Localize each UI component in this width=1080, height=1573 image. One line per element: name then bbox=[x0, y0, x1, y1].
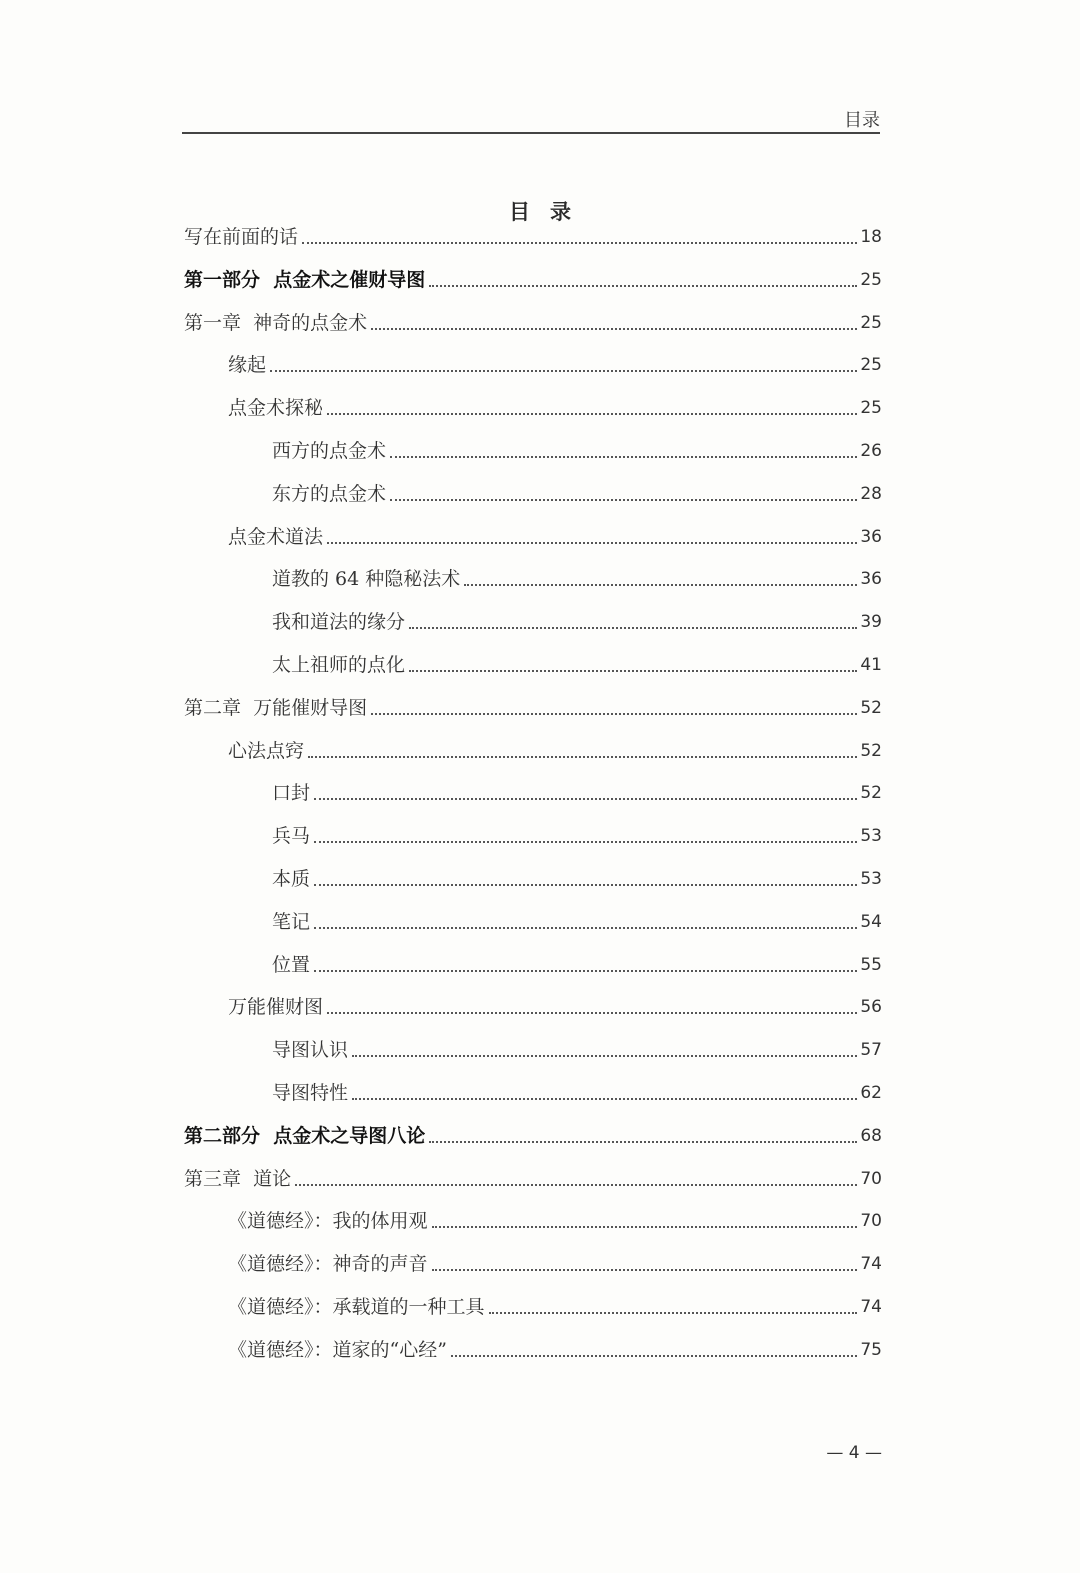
dot-leader bbox=[302, 241, 857, 244]
toc-entry-page: 25 bbox=[860, 355, 882, 376]
toc-entry-page: 52 bbox=[860, 783, 882, 804]
toc-entry-page: 39 bbox=[860, 612, 882, 633]
toc-entry-page: 25 bbox=[860, 269, 882, 290]
dot-leader bbox=[371, 712, 857, 715]
toc-entry-page: 25 bbox=[860, 312, 882, 333]
toc-entry-page: 52 bbox=[860, 697, 882, 718]
toc-entry-page: 68 bbox=[860, 1125, 882, 1146]
toc-entry[interactable] bbox=[228, 1206, 882, 1236]
toc-entry-title: 太上祖师的点化 bbox=[272, 654, 406, 676]
toc-entry-title: 第二章 万能催财导图 bbox=[184, 696, 368, 719]
toc-title: 目录 bbox=[509, 200, 591, 224]
toc-entry-page: 55 bbox=[860, 954, 882, 975]
toc-entry[interactable] bbox=[272, 778, 882, 808]
toc-entry[interactable] bbox=[272, 1035, 882, 1065]
toc-entry[interactable] bbox=[228, 350, 882, 380]
toc-entry-page: 54 bbox=[860, 911, 882, 932]
toc-entry-page: 26 bbox=[860, 441, 882, 461]
toc-entry[interactable] bbox=[228, 736, 882, 766]
page-number: — 4 — bbox=[826, 1443, 882, 1463]
header-label: 目录 bbox=[844, 110, 880, 131]
dot-leader bbox=[352, 1097, 857, 1100]
dot-leader bbox=[308, 755, 857, 758]
dot-leader bbox=[409, 669, 857, 672]
toc-entry[interactable] bbox=[228, 1335, 882, 1365]
toc-entry-page: 28 bbox=[860, 483, 882, 504]
toc-entry[interactable] bbox=[272, 907, 882, 937]
toc-entry[interactable] bbox=[184, 1164, 882, 1194]
dot-leader bbox=[314, 840, 857, 843]
toc-entry[interactable] bbox=[272, 607, 882, 637]
dot-leader bbox=[489, 1311, 857, 1314]
toc-entry-page: 53 bbox=[860, 869, 882, 889]
dot-leader bbox=[352, 1054, 857, 1057]
dot-leader bbox=[409, 626, 857, 629]
toc-entry[interactable] bbox=[184, 222, 882, 252]
toc-entry-page: 52 bbox=[860, 740, 882, 761]
toc-entry[interactable] bbox=[228, 1249, 882, 1279]
dot-leader bbox=[390, 498, 857, 501]
toc-entry-title: 《道德经》：我的体用观 bbox=[228, 1210, 428, 1233]
toc-entry-page: 41 bbox=[860, 655, 882, 675]
dot-leader bbox=[314, 926, 857, 929]
toc-entry[interactable] bbox=[272, 564, 882, 594]
toc-entry-page: 62 bbox=[860, 1083, 882, 1103]
toc-entry-title: 兵马 bbox=[272, 825, 311, 848]
toc-entry-title: 点金术探秘 bbox=[228, 397, 324, 420]
dot-leader bbox=[270, 369, 857, 372]
toc-entry-title: 第二部分 点金术之导图八论 bbox=[184, 1124, 426, 1147]
toc-entry-title: 笔记 bbox=[272, 910, 311, 933]
dot-leader bbox=[432, 1225, 857, 1228]
toc-entry-page: 70 bbox=[860, 1211, 882, 1232]
toc-entry-title: 位置 bbox=[272, 953, 311, 976]
toc-entry-title: 道教的 64 种隐秘法术 bbox=[272, 568, 461, 591]
toc-entry[interactable] bbox=[228, 522, 882, 552]
toc-entry-title: 第三章 道论 bbox=[184, 1167, 292, 1190]
dot-leader bbox=[371, 327, 857, 330]
toc-entry[interactable] bbox=[272, 650, 882, 680]
toc-entry-title: 口封 bbox=[272, 782, 311, 805]
toc-entry[interactable] bbox=[272, 821, 882, 851]
toc-entry[interactable] bbox=[272, 479, 882, 509]
dot-leader bbox=[429, 1140, 857, 1143]
dot-leader bbox=[432, 1268, 857, 1271]
toc-entry-title: 点金术道法 bbox=[228, 525, 324, 548]
toc-entry-page: 36 bbox=[860, 569, 882, 590]
dot-leader bbox=[295, 1183, 857, 1186]
toc-entry-title: 《道德经》：承载道的一种工具 bbox=[228, 1296, 485, 1318]
toc-entry[interactable] bbox=[228, 393, 882, 423]
toc-entry-title: 写在前面的话 bbox=[184, 226, 299, 248]
toc-entry-page: 74 bbox=[860, 1254, 882, 1275]
toc-entry-title: 导图认识 bbox=[272, 1039, 349, 1062]
toc-entry-page: 57 bbox=[860, 1040, 882, 1061]
toc-entry-title: 《道德经》：道家的“心经” bbox=[228, 1338, 447, 1361]
toc-entry[interactable] bbox=[272, 864, 882, 894]
dot-leader bbox=[327, 1011, 857, 1014]
toc-entry-page: 56 bbox=[860, 997, 882, 1018]
toc-entry-title: 导图特性 bbox=[272, 1082, 349, 1104]
toc-entry-title: 缘起 bbox=[228, 354, 267, 377]
toc-entry[interactable] bbox=[272, 950, 882, 980]
toc-entry-page: 74 bbox=[860, 1297, 882, 1317]
toc-entry-title: 第一部分 点金术之催财导图 bbox=[184, 268, 426, 291]
dot-leader bbox=[390, 455, 857, 458]
dot-leader bbox=[314, 883, 857, 886]
toc-entry-page: 18 bbox=[860, 227, 882, 247]
toc-entry[interactable] bbox=[272, 436, 882, 466]
toc-entry-page: 36 bbox=[860, 526, 882, 547]
toc-entry[interactable] bbox=[184, 693, 882, 723]
toc-part-entry[interactable] bbox=[184, 1121, 882, 1151]
toc-entry-title: 万能催财图 bbox=[228, 996, 324, 1019]
toc-entry[interactable] bbox=[272, 1078, 882, 1108]
toc-entry-title: 本质 bbox=[272, 868, 311, 890]
dot-leader bbox=[314, 797, 857, 800]
toc-entry[interactable] bbox=[228, 992, 882, 1022]
toc-entry-title: 《道德经》：神奇的声音 bbox=[228, 1253, 428, 1276]
dot-leader bbox=[451, 1354, 857, 1357]
toc-part-entry[interactable] bbox=[184, 265, 882, 295]
toc-entry-page: 53 bbox=[860, 826, 882, 847]
toc-entry-title: 我和道法的缘分 bbox=[272, 611, 406, 634]
toc-entry-page: 75 bbox=[860, 1339, 882, 1360]
toc-entry-title: 东方的点金术 bbox=[272, 482, 387, 505]
dot-leader bbox=[464, 583, 857, 586]
toc-entry-page: 70 bbox=[860, 1168, 882, 1189]
toc-entry[interactable] bbox=[184, 308, 882, 338]
toc-entry-page: 25 bbox=[860, 398, 882, 419]
toc-entry-title: 西方的点金术 bbox=[272, 440, 387, 462]
toc-entry-title: 第一章 神奇的点金术 bbox=[184, 311, 368, 334]
dot-leader bbox=[327, 541, 857, 544]
toc-entry[interactable] bbox=[228, 1292, 882, 1322]
dot-leader bbox=[327, 412, 857, 415]
dot-leader bbox=[429, 284, 857, 287]
dot-leader bbox=[314, 969, 857, 972]
toc-entry-title: 心法点窍 bbox=[228, 739, 305, 762]
